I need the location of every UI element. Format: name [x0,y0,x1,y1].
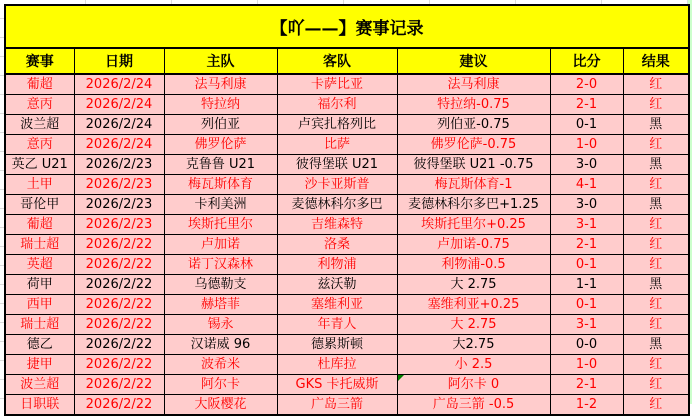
table-row [5,295,689,315]
cell-result[interactable] [623,335,689,355]
match-record-table [4,4,690,416]
cell-result-text: 红 [649,357,663,372]
cell-date[interactable] [74,335,164,355]
cell-away-text: 福尔利 [317,97,357,112]
cell-home-text: 诺丁汉森林 [187,257,253,272]
cell-league[interactable] [5,235,74,255]
cell-score[interactable] [550,74,623,95]
table-row [5,375,689,395]
cell-date[interactable] [74,275,164,295]
cell-date-text: 2026/2/23 [85,157,153,172]
cell-tip-text: 法马利康 [447,77,500,92]
table-row [5,335,689,355]
cell-result[interactable] [623,115,689,135]
cell-result[interactable] [623,255,689,275]
cell-score[interactable] [550,335,623,355]
cell-away[interactable] [277,375,397,395]
cell-away-text: 麦德林科尔多巴 [291,197,383,212]
cell-away[interactable] [277,295,397,315]
cell-away-text: 年青人 [317,317,357,332]
cell-result-text: 黑 [649,117,663,132]
cell-league[interactable] [5,95,74,115]
cell-result[interactable] [623,195,689,215]
cell-tip[interactable] [397,95,550,115]
cell-date-text: 2026/2/22 [85,397,153,412]
cell-tip[interactable] [397,275,550,295]
cell-tip-text: 大 2.75 [450,277,497,292]
cell-date[interactable] [74,95,164,115]
table-row [5,175,689,195]
cell-home-text: 卢加诺 [200,237,240,252]
cell-away[interactable] [277,74,397,95]
cell-result-text: 黑 [649,197,663,212]
cell-tip-text: 大 2.75 [450,317,497,332]
cell-date[interactable] [74,355,164,375]
cell-date[interactable] [74,135,164,155]
cell-result[interactable] [623,275,689,295]
cell-league[interactable] [5,255,74,275]
cell-away[interactable] [277,395,397,416]
cell-home-text: 阿尔卡 [200,377,240,392]
cell-tip[interactable] [397,235,550,255]
cell-league-text: 德乙 [26,337,53,352]
cell-result[interactable] [623,375,689,395]
cell-away[interactable] [277,135,397,155]
cell-home-text: 特拉纳 [200,97,240,112]
cell-tip-text: 梅瓦斯体育-1 [434,177,513,192]
cell-league[interactable] [5,115,74,135]
cell-away-text: 吉维森特 [310,217,363,232]
cell-home-text: 梅瓦斯体育 [187,177,253,192]
cell-date[interactable] [74,315,164,335]
cell-away[interactable] [277,155,397,175]
cell-league[interactable] [5,74,74,95]
cell-date[interactable] [74,395,164,416]
cell-away-text: 比萨 [323,137,350,152]
table-row [5,135,689,155]
cell-tip[interactable] [397,355,550,375]
cell-date-text: 2026/2/24 [85,117,153,132]
cell-date-text: 2026/2/23 [85,197,153,212]
cell-result[interactable] [623,175,689,195]
cell-tip[interactable] [397,255,550,275]
cell-league[interactable] [5,295,74,315]
cell-result[interactable] [623,135,689,155]
cell-away[interactable] [277,315,397,335]
column-header-league[interactable]: 赛事 [5,48,74,74]
cell-score-text: 2-1 [575,237,598,252]
cell-date-text: 2026/2/22 [85,377,153,392]
cell-league[interactable] [5,155,74,175]
cell-away-text: 兹沃勒 [317,277,357,292]
cell-league-text: 葡超 [26,217,53,232]
cell-league-text: 英超 [26,257,53,272]
column-header-row [5,48,689,74]
table-row [5,155,689,175]
table-row [5,235,689,255]
cell-away-text: 沙卡亚斯普 [304,177,370,192]
cell-tip-text: 广岛三箭 -0.5 [432,397,515,412]
cell-score-text: 0-1 [575,297,598,312]
cell-result[interactable] [623,95,689,115]
cell-tip[interactable] [397,215,550,235]
cell-date-text: 2026/2/24 [85,97,153,112]
cell-result[interactable] [623,235,689,255]
column-header-away[interactable]: 客队 [277,48,397,74]
table-row [5,275,689,295]
cell-date[interactable] [74,295,164,315]
cell-away[interactable] [277,175,397,195]
cell-score[interactable] [550,355,623,375]
cell-score[interactable] [550,135,623,155]
cell-date[interactable] [74,235,164,255]
cell-tip-text: 列伯亚-0.75 [437,117,510,132]
cell-score[interactable] [550,395,623,416]
table-row [5,255,689,275]
cell-away-text: 广岛三箭 [310,397,363,412]
cell-league-text: 意丙 [26,137,53,152]
cell-tip-text: 利物浦-0.5 [441,257,506,272]
cell-score-text: 3-1 [575,217,598,232]
column-header-home[interactable]: 主队 [164,48,277,74]
cell-league[interactable] [5,355,74,375]
cell-league-text: 瑞士超 [20,317,60,332]
cell-away[interactable] [277,335,397,355]
cell-home[interactable] [164,275,277,295]
table-row [5,195,689,215]
cell-result[interactable] [623,355,689,375]
cell-score-text: 1-0 [575,137,598,152]
cell-home[interactable] [164,295,277,315]
cell-league-text: 英乙 U21 [11,157,68,172]
cell-score-text: 2-1 [575,97,598,112]
table-row [5,115,689,135]
cell-score[interactable] [550,155,623,175]
cell-league-text: 意丙 [26,97,53,112]
cell-away[interactable] [277,255,397,275]
match-table-body [5,74,689,415]
table-row [5,315,689,335]
cell-home[interactable] [164,95,277,115]
cell-result[interactable] [623,155,689,175]
cell-league[interactable] [5,395,74,416]
cell-score[interactable] [550,375,623,395]
cell-home-text: 大阪樱花 [194,397,247,412]
cell-league[interactable] [5,135,74,155]
column-header-tip[interactable]: 建议 [397,48,550,74]
cell-date[interactable] [74,195,164,215]
cell-score[interactable] [550,195,623,215]
cell-tip-text: 佛罗伦萨-0.75 [430,137,517,152]
cell-home-text: 锡永 [207,317,234,332]
cell-score-text: 3-1 [575,317,598,332]
cell-tip[interactable] [397,395,550,416]
cell-home-text: 埃斯托里尔 [187,217,253,232]
cell-score-text: 2-1 [575,377,598,392]
cell-home[interactable] [164,355,277,375]
cell-score[interactable] [550,295,623,315]
cell-league-text: 西甲 [26,297,53,312]
cell-league[interactable] [5,375,74,395]
cell-result-text: 红 [649,297,663,312]
cell-date-text: 2026/2/24 [85,137,153,152]
cell-score-text: 4-1 [575,177,598,192]
cell-tip-text: 阿尔卡 0 [447,377,500,392]
table-row [5,355,689,375]
cell-result-text: 红 [649,257,663,272]
cell-home[interactable] [164,74,277,95]
cell-away-text: GKS 卡托威斯 [295,377,379,392]
cell-away[interactable] [277,355,397,375]
cell-tip[interactable] [397,195,550,215]
cell-league-text: 波兰超 [20,377,60,392]
cell-score-text: 0-1 [575,257,598,272]
cell-home[interactable] [164,395,277,416]
cell-score-text: 3-0 [575,157,598,172]
cell-result-text: 黑 [649,277,663,292]
cell-score[interactable] [550,235,623,255]
page-title: 【吖——】赛事记录 [5,5,689,48]
cell-away-text: 卡萨比亚 [310,77,363,92]
cell-result[interactable] [623,215,689,235]
cell-home-text: 乌德勒支 [194,277,247,292]
cell-date-text: 2026/2/22 [85,257,153,272]
cell-date-text: 2026/2/23 [85,217,153,232]
cell-away-text: 利物浦 [317,257,357,272]
cell-tip[interactable] [397,295,550,315]
cell-result-text: 红 [649,217,663,232]
cell-home[interactable] [164,115,277,135]
cell-home[interactable] [164,315,277,335]
cell-result-text: 黑 [649,157,663,172]
cell-result[interactable] [623,295,689,315]
cell-date-text: 2026/2/22 [85,277,153,292]
cell-home[interactable] [164,215,277,235]
cell-away-text: 卢宾扎格列比 [297,117,376,132]
cell-date-text: 2026/2/22 [85,297,153,312]
table-row [5,95,689,115]
cell-home-text: 汉诺威 96 [190,337,251,352]
cell-score[interactable] [550,175,623,195]
cell-result-text: 红 [649,177,663,192]
cell-league[interactable] [5,315,74,335]
cell-away-text: 彼得堡联 U21 [295,157,379,172]
cell-home[interactable] [164,255,277,275]
cell-result-text: 红 [649,237,663,252]
cell-result[interactable] [623,74,689,95]
cell-away[interactable] [277,195,397,215]
cell-away[interactable] [277,95,397,115]
cell-league[interactable] [5,215,74,235]
cell-score[interactable] [550,275,623,295]
cell-home[interactable] [164,135,277,155]
table-row [5,74,689,95]
cell-date-text: 2026/2/23 [85,177,153,192]
cell-score-text: 1-2 [575,397,598,412]
cell-away-text: 塞维利亚 [310,297,363,312]
cell-home[interactable] [164,155,277,175]
cell-score-text: 2-0 [575,77,598,92]
cell-score-text: 1-0 [575,357,598,372]
cell-date-text: 2026/2/22 [85,357,153,372]
cell-away[interactable] [277,215,397,235]
cell-league-text: 哥伦甲 [20,197,60,212]
cell-score-text: 3-0 [575,197,598,212]
cell-home[interactable] [164,235,277,255]
cell-tip[interactable] [397,315,550,335]
cell-score[interactable] [550,255,623,275]
cell-away-text: 洛桑 [323,237,350,252]
cell-home-text: 波希米 [200,357,240,372]
cell-away[interactable] [277,275,397,295]
cell-league-text: 波兰超 [20,117,60,132]
cell-date[interactable] [74,175,164,195]
cell-score[interactable] [550,95,623,115]
cell-date[interactable] [74,155,164,175]
cell-tip[interactable] [397,74,550,95]
cell-away-text: 德累斯顿 [310,337,363,352]
cell-league-text: 葡超 [26,77,53,92]
cell-tip-text: 特拉纳-0.75 [437,97,510,112]
cell-result-text: 红 [649,397,663,412]
cell-date[interactable] [74,255,164,275]
column-header-date[interactable]: 日期 [74,48,164,74]
column-header-score[interactable]: 比分 [550,48,623,74]
cell-date[interactable] [74,215,164,235]
cell-league-text: 荷甲 [26,277,53,292]
cell-result[interactable] [623,315,689,335]
cell-home-text: 赫塔菲 [200,297,240,312]
cell-score-text: 0-0 [575,337,598,352]
cell-result-text: 红 [649,317,663,332]
cell-score-text: 0-1 [575,117,598,132]
cell-date-text: 2026/2/22 [85,317,153,332]
cell-tip-text: 大2.75 [452,337,495,352]
cell-date[interactable] [74,375,164,395]
cell-away[interactable] [277,235,397,255]
cell-tip-text: 小 2.5 [454,357,493,372]
table-title-row [5,5,689,48]
cell-result-text: 红 [649,137,663,152]
cell-result[interactable] [623,395,689,416]
cell-date-text: 2026/2/24 [85,77,153,92]
cell-tip[interactable] [397,115,550,135]
cell-score[interactable] [550,315,623,335]
cell-home[interactable] [164,175,277,195]
cell-home-text: 法马利康 [194,77,247,92]
cell-home[interactable] [164,375,277,395]
cell-tip-text: 埃斯托里尔+0.25 [421,217,526,232]
cell-score[interactable] [550,115,623,135]
cell-home-text: 克鲁鲁 U21 [185,157,256,172]
cell-league-text: 土甲 [26,177,53,192]
cell-result-text: 红 [649,377,663,392]
cell-league-text: 日职联 [20,397,60,412]
cell-tip[interactable] [397,135,550,155]
cell-league[interactable] [5,175,74,195]
cell-league-text: 捷甲 [26,357,53,372]
cell-league-text: 瑞士超 [20,237,60,252]
cell-date-text: 2026/2/22 [85,337,153,352]
table-row [5,395,689,416]
cell-result-text: 黑 [649,337,663,352]
cell-tip[interactable] [397,175,550,195]
table-row [5,215,689,235]
cell-result-text: 红 [649,97,663,112]
cell-score[interactable] [550,215,623,235]
cell-tip-text: 卢加诺-0.75 [437,237,510,252]
cell-tip[interactable] [397,155,550,175]
cell-home-text: 卡利美洲 [194,197,247,212]
column-header-result[interactable]: 结果 [623,48,689,74]
cell-league[interactable] [5,195,74,215]
cell-tip-text: 塞维利亚+0.25 [427,297,520,312]
cell-score-text: 1-1 [575,277,598,292]
cell-corner-marker [398,375,404,381]
cell-league[interactable] [5,335,74,355]
cell-date[interactable] [74,115,164,135]
cell-away[interactable] [277,115,397,135]
cell-date-text: 2026/2/22 [85,237,153,252]
cell-tip-text: 麦德林科尔多巴+1.25 [408,197,539,212]
cell-home[interactable] [164,335,277,355]
cell-tip[interactable] [397,375,550,395]
cell-tip-text: 彼得堡联 U21 -0.75 [413,157,534,172]
cell-league[interactable] [5,275,74,295]
cell-date[interactable] [74,74,164,95]
cell-result-text: 红 [649,77,663,92]
cell-home[interactable] [164,195,277,215]
cell-tip[interactable] [397,335,550,355]
cell-away-text: 杜库拉 [317,357,357,372]
cell-home-text: 列伯亚 [200,117,240,132]
cell-home-text: 佛罗伦萨 [194,137,247,152]
